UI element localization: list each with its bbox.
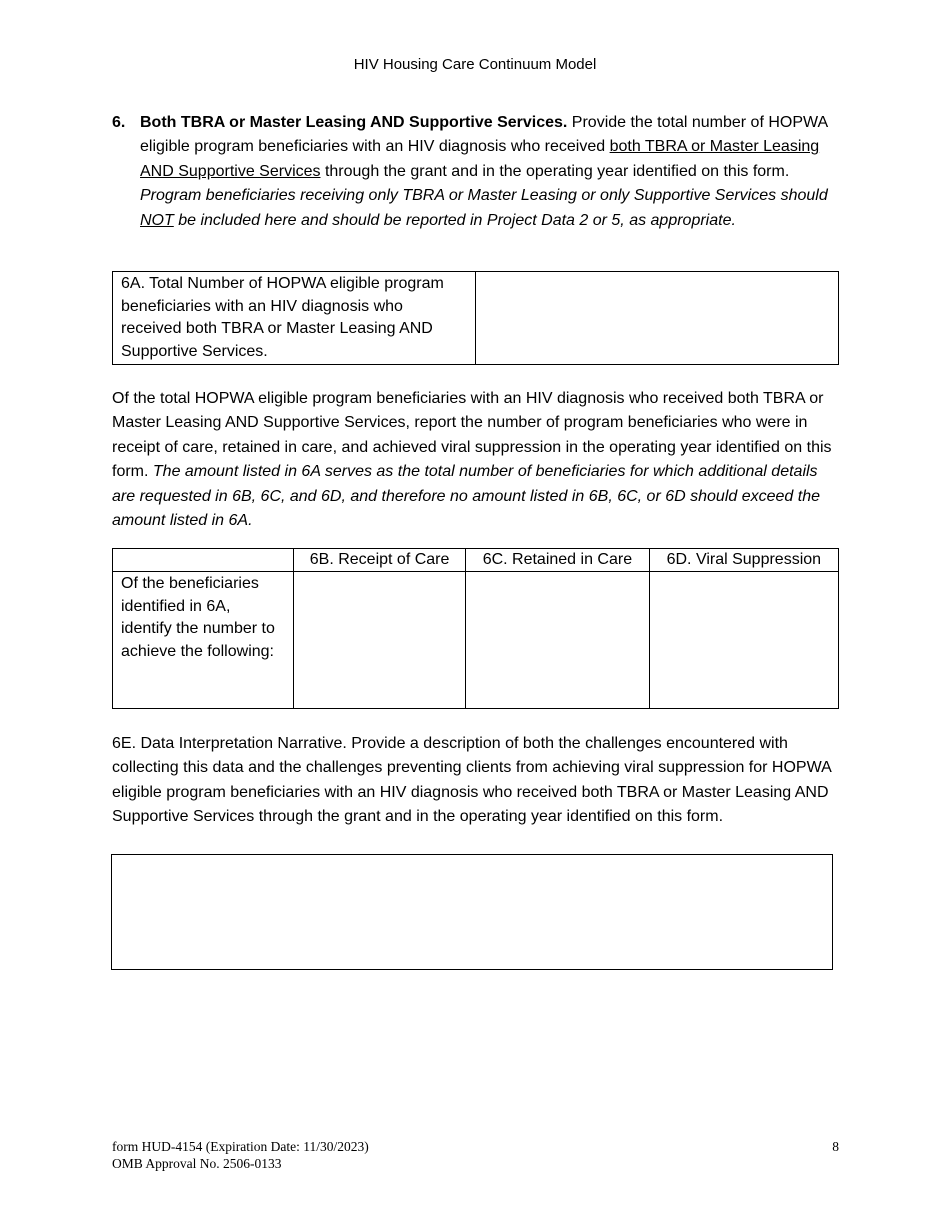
question-text-underlined: both TBRA or Master Leasing AND Supportive Services xyxy=(140,138,820,180)
page-footer xyxy=(112,1139,839,1172)
table-6a xyxy=(112,271,839,365)
page-header: HIV Housing Care Continuum Model xyxy=(353,56,597,73)
question-6 xyxy=(112,111,842,233)
table-6a-label: 6A. Total Number of HOPWA eligible program beneficiaries with an HIV diagnosis who received both TBRA or Master Leasing AND Supportive Services. xyxy=(113,272,476,365)
table-6bcd-header-6c: 6C. Retained in Care xyxy=(466,549,650,572)
instructions-italic: The amount listed in 6A serves as the total number of beneficiaries for which additional details are requested in 6B, 6C, and 6D, and therefore no amount listed in 6B, 6C, or 6D should exceed the amount listed in 6A. xyxy=(112,463,820,530)
receipt-of-care-field[interactable] xyxy=(294,572,466,709)
instructions-text: Of the total HOPWA eligible program beneficiaries with an HIV diagnosis who received both TBRA or Master Leasing AND Supportive Services, report the number of program beneficiaries who were in receipt of care, retained in care, and achieved viral suppression in the operating year identified on this form. xyxy=(112,390,832,481)
narrative-text-box[interactable] xyxy=(111,854,833,970)
footer-form-id: form HUD-4154 (Expiration Date: 11/30/2023) xyxy=(112,1139,369,1154)
question-body xyxy=(140,111,842,233)
table-6a-value-field[interactable] xyxy=(476,272,839,365)
table-6bcd-header-blank xyxy=(113,549,294,572)
viral-suppression-field[interactable] xyxy=(649,572,838,709)
narrative-prompt: 6E. Data Interpretation Narrative. Provide a description of both the challenges encountered with collecting this data and the challenges preventing clients from achieving viral suppression for HOPWA eligible program beneficiaries with an HIV diagnosis who received both TBRA or Master Leasing AND Supportive Services through the grant and in the operating year identified on this form. xyxy=(112,735,831,826)
table-6bcd-header-6d: 6D. Viral Suppression xyxy=(649,549,838,572)
table-6bcd-header-6b: 6B. Receipt of Care xyxy=(294,549,466,572)
table-6bcd-row-label: Of the beneficiaries identified in 6A, identify the number to achieve the following: xyxy=(113,572,294,709)
question-italic-2: be included here and should be reported in Project Data 2 or 5, as appropriate. xyxy=(173,211,736,229)
question-text-2: through the grant and in the operating year identified on this form. xyxy=(320,162,790,180)
table-6bcd xyxy=(112,548,839,709)
question-number: 6. xyxy=(112,114,126,131)
question-heading: Both TBRA or Master Leasing AND Supportive Services. xyxy=(140,114,568,131)
question-italic-underlined: NOT xyxy=(140,211,174,229)
footer-omb-approval: OMB Approval No. 2506-0133 xyxy=(112,1155,282,1171)
question-italic-1: Program beneficiaries receiving only TBRA or Master Leasing or only Supportive Services should xyxy=(140,187,828,205)
instructions-paragraph xyxy=(112,387,842,533)
question-text-1: Provide the total number of HOPWA eligible program beneficiaries with an HIV diagnosis who received xyxy=(140,114,828,156)
page-number: 8 xyxy=(832,1139,839,1154)
retained-in-care-field[interactable] xyxy=(466,572,650,709)
